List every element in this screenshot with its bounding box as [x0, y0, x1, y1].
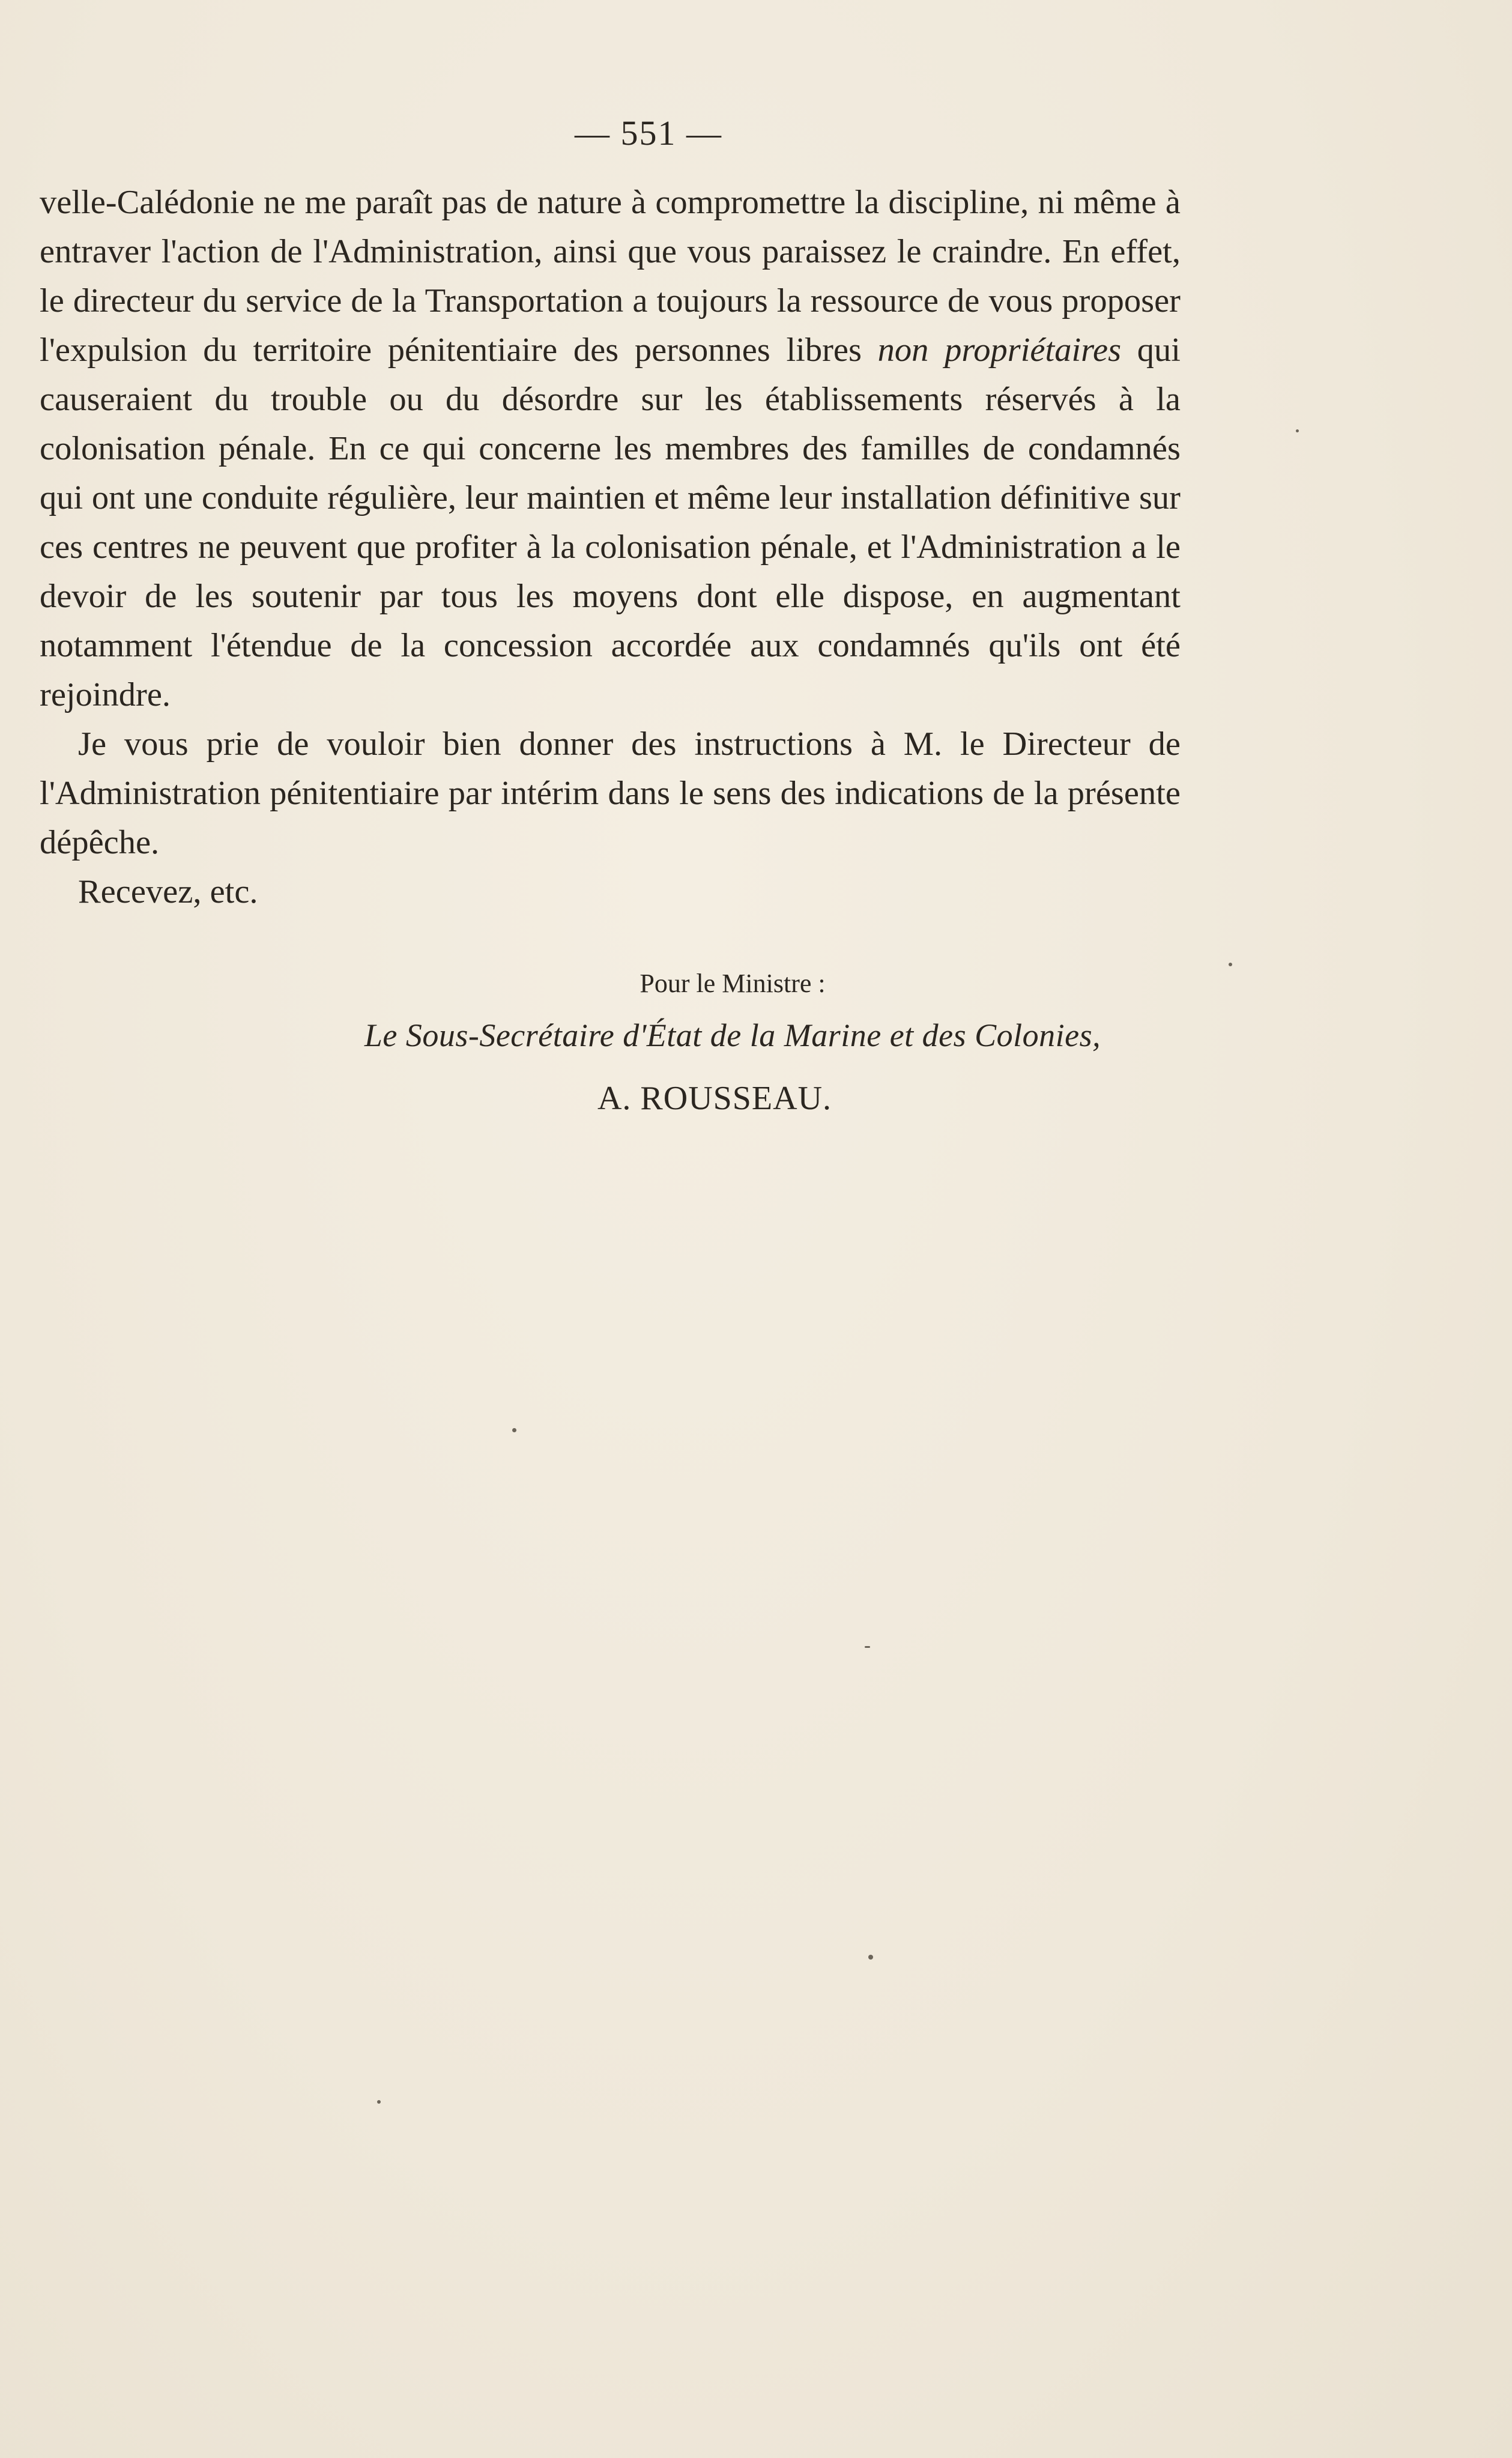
signature-name: A. ROUSSEAU.: [597, 1080, 832, 1117]
paper-speck: [1296, 429, 1299, 432]
paper-speck: [377, 2100, 381, 2104]
letter-body: [40, 178, 1181, 916]
paragraph-text-after: qui causeraient du trouble ou du désordre sur les établissements réservés à la colonisation pénale. En ce qui concerne les membres des familles de condamnés qui ont une conduite régulière, leur maintien et même leur installation définitive sur ces centres ne peuvent que profiter à la colonisation pénale, et l'Administration a le devoir de les soutenir par tous les moyens dont elle dispose, en augmentant notamment l'étendue de la concession accordée aux condamnés qu'ils ont été rejoindre.: [40, 331, 1181, 713]
paper-speck: [868, 1955, 873, 1960]
paragraph-continuation: [40, 178, 1181, 719]
emphasized-phrase: non propriétaires: [877, 331, 1122, 369]
page-number: — 551 —: [575, 114, 722, 153]
signature-title: Le Sous-Secrétaire d'État de la Marine et des Colonies,: [364, 1017, 1101, 1053]
signature-for-minister: Pour le Ministre :: [640, 969, 826, 998]
paragraph-text-before: velle-Calédonie ne me paraît pas de nature à compromettre la discipline, ni même à entraver l'action de l'Administration, ainsi que vous paraissez le craindre. En effet, le directeur du service de la Transportation a toujours la ressource de vous proposer l'expulsion du territoire pénitentiaire des personnes libres: [40, 184, 1181, 369]
paper-speck: [865, 1646, 870, 1648]
paragraph-instructions: Je vous prie de vouloir bien donner des instructions à M. le Directeur de l'Administration pénitentiaire par intérim dans le sens des indications de la présente dépêche.: [40, 725, 1181, 861]
paper-speck: [1229, 963, 1232, 966]
paper-speck: [512, 1428, 516, 1432]
paragraph-closing: Recevez, etc.: [78, 873, 258, 910]
